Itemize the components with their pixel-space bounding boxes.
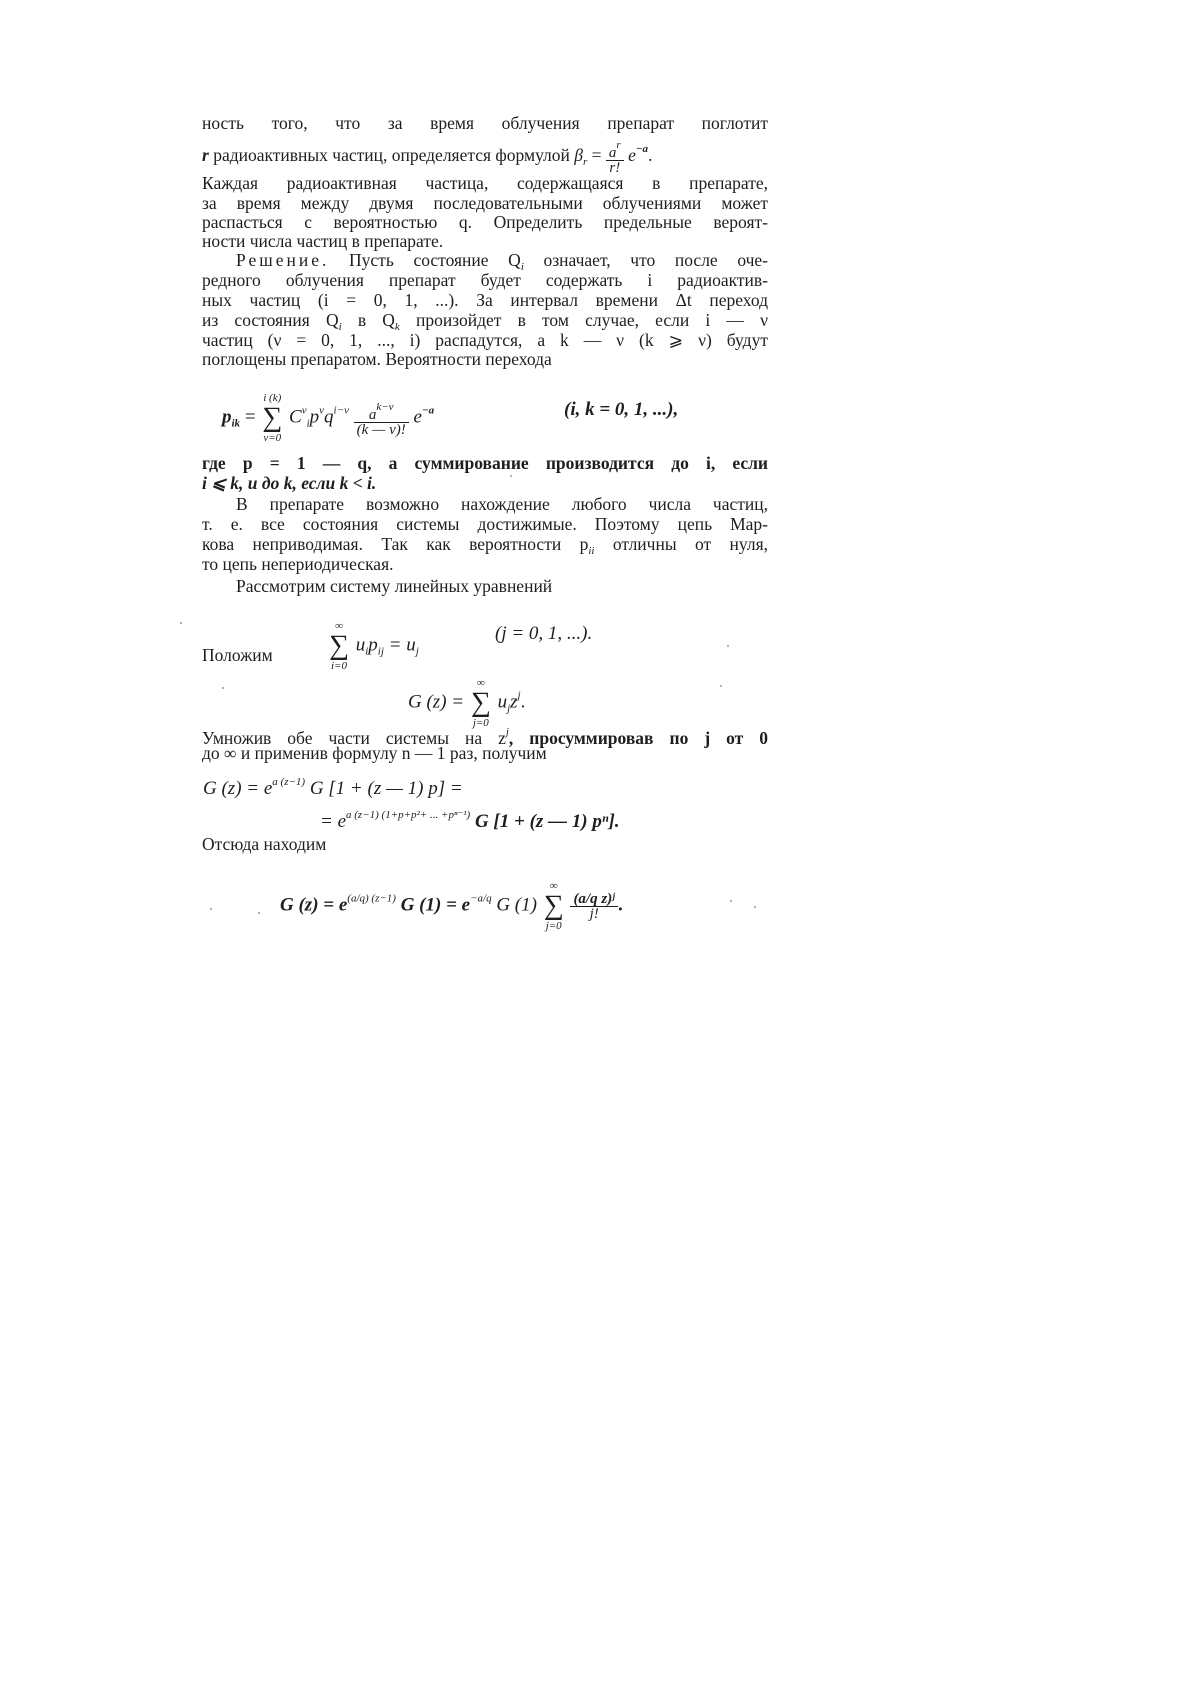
text-line-1: ность того, что за время облучения препарат поглотит [202, 113, 768, 133]
text-line-22: до ∞ и применив формулу n — 1 раз, получим [202, 743, 547, 763]
equation-linear-system: ∞ ∑ i=0 $u_ip_{ij} = u_j$ [329, 620, 419, 672]
text-line-5: распасться с вероятностью q. Определить предельные вероят- [202, 212, 768, 232]
text-line-17: кова неприводимая. Так как вероятности $p_{ii}$ отличны от нуля, [202, 534, 769, 557]
equation-1-condition: (i, k = 0, 1, ...), [564, 399, 679, 420]
text-line-11: частиц (ν = 0, 1, ..., i) распадутся, а k — ν (k ⩾ ν) будут [202, 330, 768, 350]
text-line-16: т. е. все состояния системы достижимые. Поэтому цепь Мар- [202, 514, 768, 534]
scan-speck [258, 912, 260, 914]
text-line-14: i ⩽ k, и до k, если k < i. [202, 473, 377, 493]
scan-speck [720, 685, 722, 687]
text-line-21: Умножив обе части системы на $z^j$, просуммировав по j от 0 [202, 726, 768, 748]
equation-generating-function: G (z) = ∞ ∑ j=0 $u_jz^j$. [408, 677, 526, 729]
text-line-2: r радиоактивных частиц, определяется формулой $\beta_r$ = $\frac{a^r}{r!}$ $e^{-a}$. [202, 139, 653, 177]
scan-speck [210, 908, 212, 910]
text-line-9: ных частиц (i = 0, 1, ...). За интервал времени Δt переход [202, 290, 768, 310]
equation-2-condition: (j = 0, 1, ...). [495, 623, 593, 644]
text-line-19: Рассмотрим систему линейных уравнений [236, 576, 553, 596]
text-line-18: то цепь непериодическая. [202, 554, 394, 574]
text-line-23: Отсюда находим [202, 834, 327, 854]
scan-speck [510, 475, 512, 477]
equation-iteration-line-1: G $(z) = e^{a (z-1)}$ G [1 + (z — 1) p] = [203, 776, 463, 799]
scan-speck [180, 622, 182, 624]
scan-speck [222, 687, 224, 689]
scan-speck [730, 900, 732, 902]
text-line-15: В препарате возможно нахождение любого числа частиц, [236, 494, 768, 514]
text-line-6: ности числа частиц в препарате. [202, 231, 444, 251]
text-line-20: Положим [202, 645, 273, 665]
text-line-13: где p = 1 — q, а суммирование производится до i, если [202, 453, 768, 473]
scan-speck [754, 906, 756, 908]
equation-result: G $(z) = e^{(a/q) (z-1)}$ G $(1) = e^{-a/q}$ G (1) ∞ ∑ j=0 $\frac{\text{(a/q z)ʲ}}{j!}$ . [280, 880, 623, 932]
text-line-8: редного облучения препарат будет содержать i радиоактив- [202, 270, 768, 290]
text-line-7: Решение. Пусть состояние $Q_i$ означает, что после оче- [236, 250, 769, 273]
equation-iteration-line-2: = $e^{a (z-1) (1+p+p^2+ ... +p^{n-1})}$ G [1 + (z — 1) pⁿ]. [320, 809, 620, 832]
solution-label: Решение. [236, 250, 330, 270]
text-line-4: за время между двумя последовательными облучениями может [202, 193, 768, 213]
equation-transition-probability: $p_{ik}$ = i (k) ∑ ν=0 $C^\nu_ip^\nu q^{i-\nu}$ $\frac{a^{k-\nu}}{(k — \nu)!}$ $e^{-a}$ [222, 392, 435, 444]
text-line-12: поглощены препаратом. Вероятности перехода [202, 349, 552, 369]
text-line-3: Каждая радиоактивная частица, содержащаяся в препарате, [202, 173, 768, 193]
scan-speck [727, 645, 729, 647]
text-line-10: из состояния $Q_i$ в $Q_k$ произойдет в том случае, если i — ν [202, 310, 768, 333]
